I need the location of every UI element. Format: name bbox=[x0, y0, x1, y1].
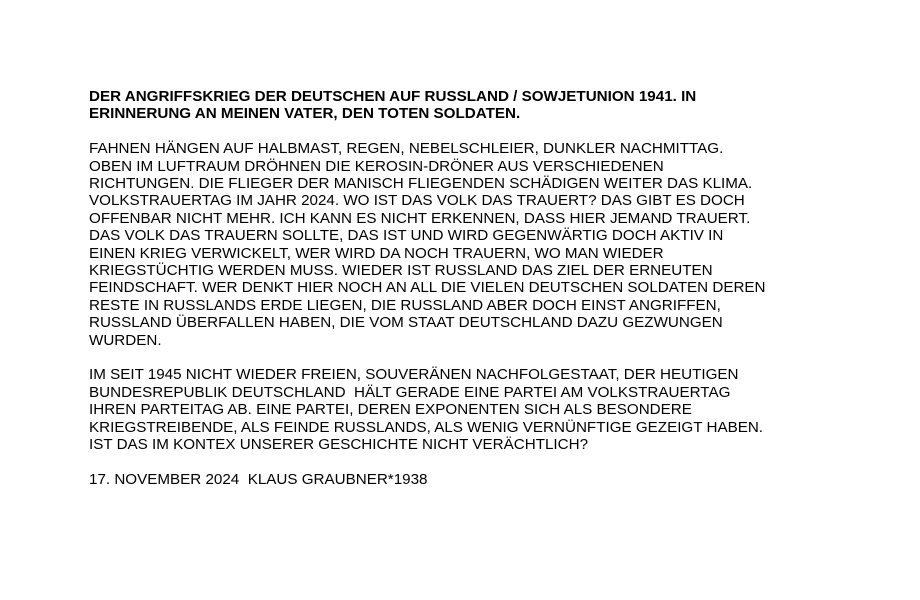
text-line: OBEN IM LUFTRAUM DRÖHNEN DIE KEROSIN-DRÖNER AUS VERSCHIEDENEN bbox=[89, 157, 664, 175]
text-line: IST DAS IM KONTEX UNSERER GESCHICHTE NICHT VERÄCHTLICH? bbox=[89, 436, 589, 454]
text-line: KRIEGSTÜCHTIG WERDEN MUSS. WIEDER IST RUSSLAND DAS ZIEL DER ERNEUTEN bbox=[89, 262, 713, 280]
text-line: BUNDESREPUBLIK DEUTSCHLAND HÄLT GERADE EINE PARTEI AM VOLKSTRAUERTAG bbox=[89, 383, 731, 401]
text-line: WURDEN. bbox=[89, 331, 162, 349]
signature-text: 17. NOVEMBER 2024 KLAUS GRAUBNER*1938 bbox=[89, 470, 428, 488]
document-page bbox=[89, 88, 829, 488]
text-line: FAHNEN HÄNGEN AUF HALBMAST, REGEN, NEBELSCHLEIER, DUNKLER NACHMITTAG. bbox=[89, 140, 724, 158]
text-line: VOLKSTRAUERTAG IM JAHR 2024. WO IST DAS VOLK DAS TRAUERT? DAS GIBT ES DOCH bbox=[89, 192, 745, 210]
text-line: OFFENBAR NICHT MEHR. ICH KANN ES NICHT ERKENNEN, DASS HIER JEMAND TRAUERT. bbox=[89, 209, 751, 227]
text-line: RESTE IN RUSSLANDS ERDE LIEGEN, DIE RUSSLAND ABER DOCH EINST ANGRIFFEN, bbox=[89, 296, 721, 314]
document-title bbox=[89, 88, 829, 123]
text-line: FEINDSCHAFT. WER DENKT HIER NOCH AN ALL DIE VIELEN DEUTSCHEN SOLDATEN DEREN bbox=[89, 279, 766, 297]
text-line: EINEN KRIEG VERWICKELT, WER WIRD DA NOCH TRAUERN, WO MAN WIEDER bbox=[89, 244, 664, 262]
title-line: ERINNERUNG AN MEINEN VATER, DEN TOTEN SOLDATEN. bbox=[89, 105, 521, 123]
title-line: DER ANGRIFFSKRIEG DER DEUTSCHEN AUF RUSSLAND / SOWJETUNION 1941. IN bbox=[89, 88, 697, 105]
paragraph-1 bbox=[89, 140, 829, 349]
text-line: DAS VOLK DAS TRAUERN SOLLTE, DAS IST UND WIRD GEGENWÄRTIG DOCH AKTIV IN bbox=[89, 227, 724, 245]
text-line: RUSSLAND ÜBERFALLEN HABEN, DIE VOM STAAT DEUTSCHLAND DAZU GEZWUNGEN bbox=[89, 314, 723, 332]
text-line: KRIEGSTREIBENDE, ALS FEINDE RUSSLANDS, ALS WENIG VERNÜNFTIGE GEZEIGT HABEN. bbox=[89, 418, 764, 436]
text-line: RICHTUNGEN. DIE FLIEGER DER MANISCH FLIEGENDEN SCHÄDIGEN WEITER DAS KLIMA. bbox=[89, 175, 753, 193]
paragraph-2 bbox=[89, 366, 829, 453]
text-line: IHREN PARTEITAG AB. EINE PARTEI, DEREN EXPONENTEN SICH ALS BESONDERE bbox=[89, 401, 692, 419]
signature-line bbox=[89, 471, 829, 488]
text-line: IM SEIT 1945 NICHT WIEDER FREIEN, SOUVERÄNEN NACHFOLGESTAAT, DER HEUTIGEN bbox=[89, 366, 739, 384]
